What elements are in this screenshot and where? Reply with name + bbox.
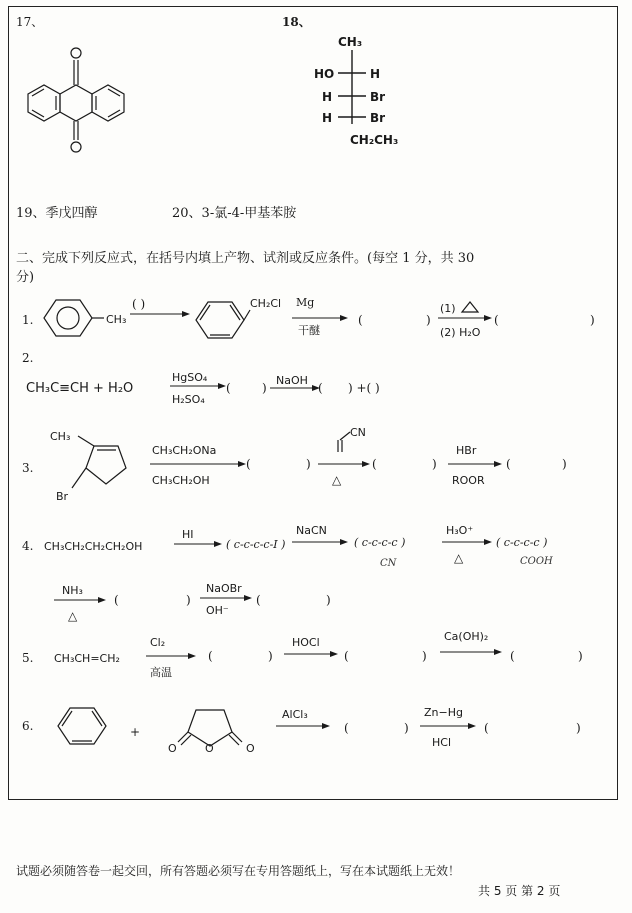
r6-plus: +: [130, 725, 141, 739]
r1-final-lp[interactable]: (: [494, 313, 499, 327]
r3-ch3: CH₃: [50, 430, 71, 443]
r4-number: 4.: [22, 539, 34, 553]
page-indicator: 共 5 页 第 2 页: [478, 884, 561, 898]
q18-number: 18、: [282, 15, 311, 29]
r4-butanol: CH₃CH₂CH₂CH₂OH: [44, 540, 143, 553]
r3-lp2[interactable]: (: [372, 457, 377, 471]
r4-handwritten-1: ( c-c-c-c-I ): [226, 538, 286, 551]
r1-final-rp[interactable]: ): [590, 313, 595, 327]
r4-handwritten-3: ( c-c-c-c ): [496, 536, 548, 549]
fischer-r1-left: HO: [314, 67, 335, 81]
r3-number: 3.: [22, 461, 34, 475]
benzyl-ring: [196, 302, 250, 338]
anthraquinone-structure: [28, 48, 124, 152]
r4-oh: OH⁻: [206, 604, 229, 617]
r1-ch2cl: CH₂Cl: [250, 297, 282, 310]
r3-br: Br: [56, 490, 69, 503]
r2-equation: CH₃C≡CH + H₂O: [26, 381, 134, 396]
r4-heat-icon: △: [454, 551, 464, 565]
r6-lp[interactable]: (: [344, 721, 349, 735]
succinic-anhydride-structure: [178, 710, 242, 746]
q19-text: 19、季戊四醇: [16, 206, 98, 221]
toluene-ring: [44, 300, 104, 336]
r3-rp2[interactable]: ): [432, 457, 437, 471]
r4-rp[interactable]: ): [186, 593, 191, 607]
r5-propene: CH₃CH=CH₂: [54, 652, 120, 665]
r3-cn: CN: [350, 426, 366, 439]
r5-rp3[interactable]: ): [578, 649, 583, 663]
r5-hocl: HOCl: [292, 636, 320, 649]
fischer-r2-right: Br: [370, 90, 386, 104]
r3-lp[interactable]: (: [246, 457, 251, 471]
epoxide-icon: [462, 302, 478, 312]
r1-ether: 干醚: [298, 324, 320, 337]
anhydride-o-ring: O: [205, 742, 214, 755]
q17-number: 17、: [16, 15, 44, 29]
r5-lp2[interactable]: (: [344, 649, 349, 663]
r1-blank-reagent[interactable]: ( ): [132, 297, 146, 311]
r6-rp2[interactable]: ): [576, 721, 581, 735]
r2-naoh: NaOH: [276, 374, 308, 387]
fischer-projection: [314, 35, 398, 147]
r6-hcl: HCl: [432, 736, 452, 749]
r4-nacn: NaCN: [296, 524, 327, 537]
r4-rp2[interactable]: ): [326, 593, 331, 607]
section2-heading-1: 二、完成下列反应式，在括号内填上产物、试剂或反应条件。(每空 1 分，共 30: [16, 251, 475, 266]
reaction-4: [22, 524, 553, 623]
reaction-2: [22, 351, 380, 406]
r1-product-rp[interactable]: ): [426, 313, 431, 327]
r3-naoet: CH₃CH₂ONa: [152, 444, 217, 457]
r1-mg: Mg: [296, 296, 315, 309]
r4-lp[interactable]: (: [114, 593, 119, 607]
r4-heat-icon-2: △: [68, 609, 78, 623]
r6-number: 6.: [22, 719, 34, 733]
section2-heading-2: 分): [16, 270, 35, 285]
r2-tail[interactable]: ) +( ): [348, 381, 380, 395]
r2-lp[interactable]: (: [226, 381, 231, 395]
fischer-r3-left: H: [322, 111, 333, 125]
r4-naobr: NaOBr: [206, 582, 242, 595]
r3-etoh: CH₃CH₂OH: [152, 474, 210, 487]
r5-cl2: Cl₂: [150, 636, 166, 649]
r3-heat-icon: △: [332, 473, 342, 487]
r3-roor: ROOR: [452, 474, 485, 487]
anhydride-o-left: O: [168, 742, 177, 755]
reaction-1: [22, 296, 595, 339]
r2-lp2[interactable]: (: [318, 381, 323, 395]
fischer-r1-right: H: [370, 67, 381, 81]
acrylonitrile-structure: [338, 432, 350, 452]
r3-hbr: HBr: [456, 444, 477, 457]
benzene-ring: [58, 708, 106, 744]
r6-alcl3: AlCl₃: [282, 708, 308, 721]
r2-number: 2.: [22, 351, 34, 365]
r1-step1: (1): [440, 302, 456, 315]
r1-number: 1.: [22, 313, 34, 327]
anhydride-o-right: O: [246, 742, 255, 755]
r3-rp[interactable]: ): [306, 457, 311, 471]
r1-ch3: CH₃: [106, 313, 127, 326]
r2-h2so4: H₂SO₄: [172, 393, 205, 406]
r5-number: 5.: [22, 651, 34, 665]
reaction-6: [22, 706, 581, 755]
fischer-bottom: CH₂CH₃: [350, 133, 399, 147]
reaction-5: [22, 630, 583, 679]
r5-rp[interactable]: ): [268, 649, 273, 663]
r4-h3o: H₃O⁺: [446, 524, 474, 537]
fischer-top: CH₃: [338, 35, 363, 49]
r3-rp3[interactable]: ): [562, 457, 567, 471]
r1-step2: (2) H₂O: [440, 326, 481, 339]
cyclopentene-structure: [72, 436, 126, 488]
r3-lp3[interactable]: (: [506, 457, 511, 471]
r5-caoh2: Ca(OH)₂: [444, 630, 489, 643]
r4-nh3: NH₃: [62, 584, 83, 597]
footer-notice: 试题必须随答卷一起交回，所有答题必须写在专用答题纸上，写在本试题纸上无效！: [16, 864, 461, 878]
r5-lp3[interactable]: (: [510, 649, 515, 663]
r6-znhg: Zn−Hg: [424, 706, 463, 719]
fischer-r3-right: Br: [370, 111, 386, 125]
r2-rp[interactable]: ): [262, 381, 267, 395]
r4-handwritten-3b: COOH: [520, 556, 553, 567]
r5-high-temp: 高温: [150, 666, 172, 679]
r4-handwritten-2b: CN: [380, 558, 397, 569]
r4-hi: HI: [182, 528, 194, 541]
reaction-3: [22, 426, 567, 503]
r4-lp2[interactable]: (: [256, 593, 261, 607]
q20-text: 20、3-氯-4-甲基苯胺: [172, 206, 297, 221]
fischer-r2-left: H: [322, 90, 333, 104]
r6-lp2[interactable]: (: [484, 721, 489, 735]
r1-product-lp[interactable]: (: [358, 313, 363, 327]
r2-hgso4: HgSO₄: [172, 371, 208, 384]
r4-handwritten-2: ( c-c-c-c ): [354, 536, 406, 549]
r5-rp2[interactable]: ): [422, 649, 427, 663]
r6-rp[interactable]: ): [404, 721, 409, 735]
r5-lp[interactable]: (: [208, 649, 213, 663]
